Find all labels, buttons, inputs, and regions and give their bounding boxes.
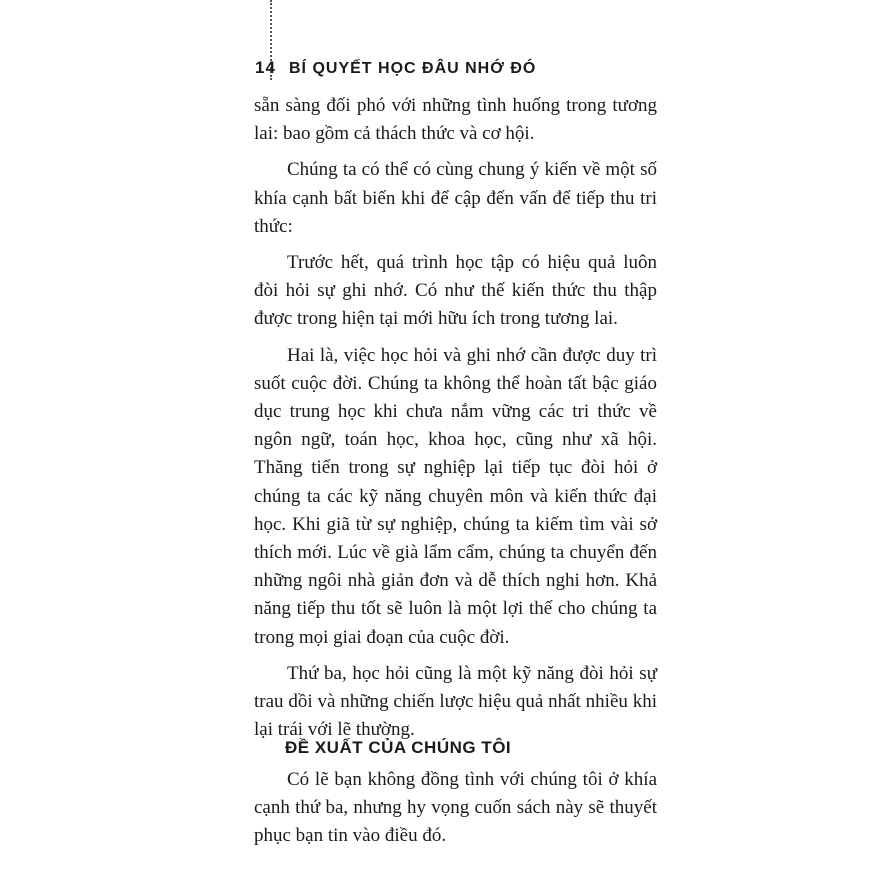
section-heading: ĐỀ XUẤT CỦA CHÚNG TÔI — [285, 738, 512, 757]
page-number: 14 — [255, 58, 276, 77]
running-header — [255, 58, 536, 78]
running-title: BÍ QUYẾT HỌC ĐÂU NHỚ ĐÓ — [289, 60, 537, 77]
closing-text — [254, 766, 657, 851]
paragraph-third-point: Thứ ba, học hỏi cũng là một kỹ năng đòi hỏi sự trau dồi và những chiến lược hiệu quả nhất nhiều khi lại trái với lẽ thường. — [254, 662, 657, 741]
paragraph-first-point: Trước hết, quá trình học tập có hiệu quả luôn đòi hỏi sự ghi nhớ. Có như thế kiến thức thu thập được trong hiện tại mới hữu ích trong tương lai. — [254, 252, 657, 330]
paragraph-second-point: Hai là, việc học hỏi và ghi nhớ cần được duy trì suốt cuộc đời. Chúng ta không thể hoàn tất bậc giáo dục trung học khi chưa nắm vững các tri thức về ngôn ngữ, toán học, khoa học, cũng như xã hội. Thăng tiến trong sự nghiệp lại tiếp tục đòi hỏi ở chúng ta các kỹ năng chuyên môn và kiến thức đại học. Khi giã từ sự nghiệp, chúng ta kiếm tìm vài sở thích mới. Lúc về già lẩm cẩm, chúng ta chuyển đến những ngôi nhà giản đơn và dễ thích nghi hơn. Khả năng tiếp thu tốt sẽ luôn là một lợi thế cho chúng ta trong mọi giai đoạn của cuộc đời. — [254, 344, 657, 648]
paragraph-intro: Chúng ta có thể có cùng chung ý kiến về một số khía cạnh bất biến khi để cập đến vấn để tiếp thu tri thức: — [254, 159, 657, 237]
paragraph-closing: Có lẽ bạn không đồng tình với chúng tôi ở khía cạnh thứ ba, nhưng hy vọng cuốn sách này sẽ thuyết phục bạn tin vào điều đó. — [254, 769, 657, 847]
paragraph-continuation: sẵn sàng đối phó với những tình huống trong tương lai: bao gồm cả thách thức và cơ hội. — [254, 95, 657, 145]
body-text — [254, 92, 657, 752]
